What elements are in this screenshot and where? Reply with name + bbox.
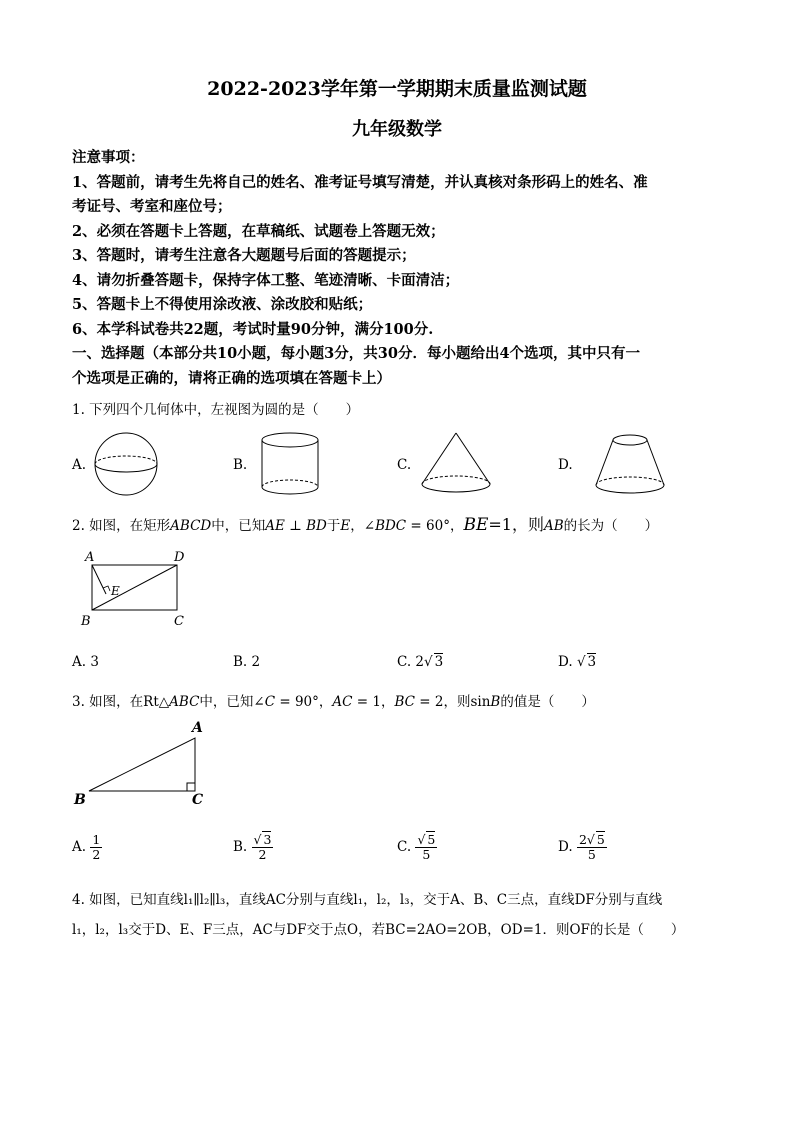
q2-var: BDC (375, 518, 407, 534)
notice-item: 5、答题卡上不得使用涂改液、涂改胶和贴纸； (72, 296, 373, 313)
q2-option-c-text: C. 2 (397, 654, 425, 670)
question-3-stem (72, 690, 732, 710)
q3-text: 中，已知∠ (199, 694, 265, 710)
fraction-numerator: √ 3 (253, 832, 272, 847)
coefficient: 2 (578, 832, 587, 847)
section-heading: 一、选择题（本部分共10小题，每小题3分，共30分．每小题给出4个选项，其中只有一 (72, 345, 641, 362)
notice-block (72, 146, 732, 391)
question-4-stem-line1: 4. 如图，已知直线l₁∥l₂∥l₃，直线AC分别与直线l₁，l₂，l₃，交于A、B、C三点，直线DF分别与直线 (72, 892, 663, 908)
q3-var: ABC (169, 694, 200, 710)
q2-var: ABCD (170, 518, 212, 534)
notice-item: 考证号、考室和座位号； (72, 198, 232, 215)
q2-var: E (340, 518, 351, 534)
q2-option-c-radicand: 3 (434, 654, 444, 670)
q3-text: 3. 如图，在Rt△ (72, 694, 170, 710)
vertex-label-a: A (85, 550, 95, 565)
notice-heading: 注意事项： (72, 149, 145, 166)
q2-text: = 60°， (406, 518, 464, 534)
q2-option-d: D. √ 3 (558, 654, 597, 670)
radicand: 5 (596, 832, 605, 847)
q2-text: 的长为（ ） (563, 518, 659, 534)
q1-option-a-label: A. (72, 457, 87, 473)
page-title: 2022-2023学年第一学期期末质量监测试题 (207, 78, 587, 100)
fraction-denominator: 5 (587, 847, 596, 862)
q3-text: = 1， (352, 694, 395, 710)
q2-text: ，∠ (350, 518, 376, 534)
notice-item: 1、答题前，请考生先将自己的姓名、准考证号填写清楚，并认真核对条形码上的姓名、准 (72, 173, 648, 191)
notice-item: 3、答题时，请考生注意各大题题号后面的答题提示； (72, 247, 416, 264)
q3-var: BC (394, 694, 415, 710)
question-2-stem (72, 512, 732, 535)
page-subtitle: 九年级数学 (352, 119, 442, 140)
vertex-label-a: A (192, 720, 203, 736)
notice-item: 2、必须在答题卡上答题，在草稿纸、试题卷上答题无效； (72, 222, 445, 240)
q2-option-d-radicand: 3 (587, 654, 597, 670)
q3-option-c-label: C. (397, 839, 412, 855)
vertex-label-b: B (74, 792, 86, 808)
q2-option-c: C. 2√ 3 (397, 654, 444, 670)
sphere-figure (92, 430, 162, 498)
q3-var: C (264, 694, 276, 710)
q2-text: 于 (326, 518, 341, 534)
q2-var: AB (543, 518, 564, 534)
q2-var: BD (306, 518, 327, 534)
q1-option-b-label: B. (233, 457, 248, 473)
q3-option-d (558, 833, 607, 862)
q3-option-b-label: B. (233, 839, 248, 855)
q3-option-c (397, 833, 437, 862)
rectangle-figure (74, 546, 192, 630)
q1-option-c-label: C. (397, 457, 412, 473)
q2-var: AE (265, 518, 285, 534)
q3-text: = 2，则sin (414, 694, 491, 710)
q3-text: 的值是（ ） (500, 694, 595, 710)
vertex-label-e: E (111, 584, 120, 598)
notice-item: 4、请勿折叠答题卡，保持字体工整、笔迹清晰、卡面清洁； (72, 271, 460, 289)
q2-text: 2. 如图，在矩形 (72, 518, 171, 534)
q2-option-d-text: D. (558, 654, 577, 670)
q2-text: =1，则 (488, 515, 544, 534)
fraction-denominator: 2 (258, 847, 267, 862)
q3-var: AC (332, 694, 353, 710)
vertex-label-c: C (192, 792, 204, 808)
fraction-denominator: 2 (92, 847, 101, 862)
q3-text: = 90°， (275, 694, 333, 710)
vertex-label-c: C (174, 614, 184, 629)
section-heading-cont: 个选项是正确的，请将正确的选项填在答题卡上） (72, 369, 391, 387)
right-triangle-figure (70, 716, 218, 810)
q1-option-d-label: D. (558, 457, 573, 473)
q2-option-a: A. 3 (72, 654, 99, 670)
q2-option-b: B. 2 (233, 654, 261, 670)
fraction (252, 833, 274, 862)
q2-var: BE (463, 515, 489, 535)
q3-option-a (72, 833, 102, 862)
q2-text: 中，已知 (211, 518, 266, 534)
q3-option-a-label: A. (72, 839, 87, 855)
q3-var: B (490, 694, 501, 710)
q2-text: ⊥ (284, 518, 307, 534)
question-4-stem-line2: l₁，l₂，l₃交于D、E、F三点，AC与DF交于点O，若BC=2AO=2OB，OD=1．则OF的长是（ ） (72, 922, 685, 938)
fraction (415, 833, 437, 862)
cone-figure (418, 430, 494, 498)
q3-option-b (233, 833, 273, 862)
fraction-numerator: 2√ 5 (578, 832, 605, 847)
radicand: 3 (263, 832, 272, 847)
radicand: 5 (427, 832, 436, 847)
fraction-numerator: 1 (92, 832, 101, 847)
cylinder-figure (256, 430, 326, 498)
vertex-label-b: B (81, 614, 91, 629)
fraction (90, 833, 102, 862)
frustum-figure (592, 430, 668, 498)
fraction (577, 833, 607, 862)
fraction-denominator: 5 (422, 847, 431, 862)
notice-item: 6、本学科试卷共22题，考试时量90分钟，满分100分. (72, 320, 434, 338)
fraction-numerator: √ 5 (417, 832, 436, 847)
q3-option-d-label: D. (558, 839, 573, 855)
vertex-label-d: D (174, 550, 185, 565)
question-1-stem: 1. 下列四个几何体中，左视图为圆的是（ ） (72, 402, 360, 418)
